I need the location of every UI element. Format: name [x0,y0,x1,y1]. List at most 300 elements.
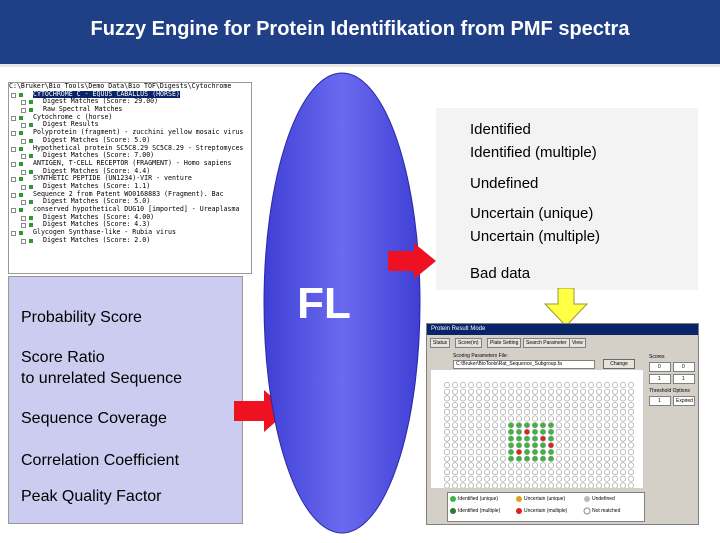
plate-well [596,423,601,428]
plate-well [508,449,513,454]
criterion-score-ratio-line1: Score Ratio [21,349,105,366]
plate-well [508,443,513,448]
plate-well [604,416,609,421]
plate-well [548,469,553,474]
plate-well [620,389,625,394]
plate-well [540,423,545,428]
plate-well [468,456,473,461]
plate-well [492,436,497,441]
plate-well [532,389,537,394]
tree-row-label: Digest Matches (Score: 29.00) [43,97,159,106]
check-icon [29,216,33,220]
plate-well [460,423,465,428]
expand-icon[interactable] [11,93,16,98]
plate-well [588,469,593,474]
plate-well [508,409,513,414]
expand-icon[interactable] [21,139,26,144]
plate-well [524,436,529,441]
plate-well [548,416,553,421]
plate-well [524,443,529,448]
plate-well [604,449,609,454]
expand-icon[interactable] [11,162,16,167]
plate-well [500,423,505,428]
plate-well [524,389,529,394]
tree-row-label: Sequence 2 from Patent WO0168883 (Fragment). Bac [33,189,224,198]
plate-well [620,443,625,448]
plate-well [628,463,633,468]
plate-well [540,436,545,441]
title-bar [0,0,720,64]
check-icon [19,147,23,151]
plate-well [612,476,617,481]
criterion-correlation-coefficient: Correlation Coefficient [21,452,180,469]
plate-well [572,469,577,474]
plate-well [460,469,465,474]
tab-score[interactable]: Score(m) [455,338,482,348]
plate-well [484,416,489,421]
plate-well [516,429,521,434]
plate-well [564,382,569,387]
plate-well [540,443,545,448]
expand-icon[interactable] [21,154,26,159]
plate-well [588,402,593,407]
file-path-field[interactable] [453,360,595,369]
plate-well [572,382,577,387]
plate-well [572,416,577,421]
plate-well [444,429,449,434]
plate-well [604,396,609,401]
check-icon [29,200,33,204]
check-icon [19,131,23,135]
plate-well [604,463,609,468]
plate-well [596,436,601,441]
plate-well [452,416,457,421]
plate-well [556,463,561,468]
plate-well [500,476,505,481]
expand-icon[interactable] [21,216,26,221]
expand-icon[interactable] [11,177,16,182]
plate-well [492,389,497,394]
plate-well [444,476,449,481]
expand-icon[interactable] [21,108,26,113]
plate-well [556,443,561,448]
plate-well [548,389,553,394]
plate-well [468,443,473,448]
plate-well [604,429,609,434]
tree-row-label: C:\Bruker\Bio Tools\Demo Data\Bio TOF\Digests\Cytochrome [9,82,232,90]
tree-row-label: Digest Matches (Score: 7.00) [43,151,155,160]
plate-well [628,402,633,407]
plate-well [452,396,457,401]
plate-well [628,423,633,428]
plate-well [564,456,569,461]
plate-well [476,443,481,448]
plate-well [524,483,529,488]
plate-well [588,463,593,468]
score-value-2: 0 [682,364,685,370]
plate-well [548,409,553,414]
output-arrow [388,242,438,280]
plate-well [476,449,481,454]
plate-well [468,469,473,474]
plate-result-window [426,323,699,525]
plate-well [612,483,617,488]
threshold-state[interactable] [673,396,695,406]
plate-well [460,382,465,387]
plate-well [588,436,593,441]
plate-well [612,396,617,401]
check-icon [29,123,33,127]
plate-well [588,389,593,394]
plate-well [596,449,601,454]
plate-well [572,396,577,401]
plate-well [492,409,497,414]
plate-well [492,463,497,468]
plate-well [452,409,457,414]
plate-well [532,463,537,468]
legend-identified-multiple: Identified (multiple) [458,508,501,514]
plate-well [524,429,529,434]
expand-icon[interactable] [11,193,16,198]
check-icon [19,193,23,197]
expand-icon[interactable] [21,123,26,128]
plate-well [628,436,633,441]
plate-well [564,423,569,428]
plate-well [492,476,497,481]
plate-well [500,402,505,407]
plate-well [612,409,617,414]
plate-well [604,402,609,407]
tree-row-label: Polyprotein (fragment) - zucchini yellow mosaic virus [33,128,244,137]
result-categories [436,108,698,290]
change-button[interactable]: Change [603,359,635,369]
plate-well [588,449,593,454]
plate-well [476,456,481,461]
plate-well [588,443,593,448]
plate-well [492,416,497,421]
plate-well [620,476,625,481]
plate-well [548,443,553,448]
down-arrow [543,288,589,328]
check-icon [29,223,33,227]
plate-well [564,469,569,474]
plate-grid[interactable] [431,370,643,488]
plate-well [460,483,465,488]
plate-well [516,409,521,414]
legend-box [447,492,645,522]
plate-well [460,463,465,468]
plate-well [500,389,505,394]
plate-well [540,463,545,468]
protein-results-tree[interactable] [8,82,252,274]
plate-well [468,449,473,454]
criterion-score-ratio-line2: to unrelated Sequence [21,370,183,387]
plate-well [556,423,561,428]
threshold-field[interactable] [649,396,671,406]
plate-well [524,463,529,468]
plate-well [588,382,593,387]
plate-well [444,449,449,454]
plate-well [596,382,601,387]
criterion-sequence-coverage: Sequence Coverage [21,410,167,427]
plate-well [524,476,529,481]
plate-well [548,423,553,428]
plate-well [548,456,553,461]
tree-row-label: Digest Results [43,120,99,129]
tab-plate-setting[interactable]: Plate Setting [487,338,521,348]
check-icon [29,170,33,174]
plate-well [516,389,521,394]
plate-well [532,402,537,407]
plate-well [508,456,513,461]
plate-well [508,483,513,488]
plate-well [476,423,481,428]
tab-search-parameter[interactable]: Search Parameter [523,338,570,348]
plate-well [500,409,505,414]
plate-well [508,416,513,421]
threshold-state-value: Expired [676,398,693,404]
tree-row-label: SYNTHETIC PEPTIDE (UN1234)-VIR - venture [33,174,192,183]
plate-well [484,463,489,468]
plate-well [452,449,457,454]
expand-icon[interactable] [21,200,26,205]
result-undefined: Undefined [470,175,539,192]
plate-well [596,416,601,421]
plate-well [460,389,465,394]
expand-icon[interactable] [11,116,16,121]
plate-well [588,476,593,481]
plate-well [532,449,537,454]
plate-well [604,436,609,441]
plate-well [620,402,625,407]
plate-well [588,429,593,434]
plate-well [492,443,497,448]
plate-well [484,469,489,474]
plate-well [468,389,473,394]
plate-well [572,423,577,428]
plate-well [508,436,513,441]
plate-well [484,429,489,434]
plate-well [516,476,521,481]
score-value-4: 1 [682,376,685,382]
plate-well [540,416,545,421]
plate-well [596,483,601,488]
check-icon [19,93,23,97]
expand-icon[interactable] [11,147,16,152]
plate-well [500,463,505,468]
plate-well [532,396,537,401]
plate-well [564,483,569,488]
slide-title: Fuzzy Engine for Protein Identifikation from PMF spectra [90,18,630,40]
plate-well [540,382,545,387]
plate-well [444,402,449,407]
plate-well [628,443,633,448]
plate-well [444,436,449,441]
score-field-4[interactable] [673,374,695,384]
check-icon [29,185,33,189]
plate-well [556,389,561,394]
plate-well [476,469,481,474]
expand-icon[interactable] [11,231,16,236]
expand-icon[interactable] [21,223,26,228]
plate-well [516,416,521,421]
plate-well [540,476,545,481]
plate-well [564,396,569,401]
plate-well [516,402,521,407]
plate-well [620,449,625,454]
engine-label: FL [297,279,351,328]
tree-row[interactable] [9,237,251,245]
tab-view[interactable]: View [569,338,586,348]
plate-well [540,402,545,407]
threshold-label: Threshold Options [649,388,690,394]
plate-well [532,409,537,414]
plate-well [452,389,457,394]
check-icon [19,162,23,166]
plate-well [484,436,489,441]
plate-well [508,423,513,428]
plate-well [452,469,457,474]
plate-well [516,456,521,461]
plate-well [484,449,489,454]
plate-well [548,476,553,481]
window-title: Protein Result Mode [427,324,698,335]
tree-row-label: Hypothetical protein SC5C8.29 SC5C8.29 - Streptomyces [33,143,244,152]
plate-well [532,483,537,488]
tree-row-label: Digest Matches (Score: 4.4) [43,166,151,175]
criterion-peak-quality-factor: Peak Quality Factor [21,488,162,505]
plate-well [476,436,481,441]
plate-well [588,423,593,428]
plate-well [580,456,585,461]
plate-well [524,456,529,461]
expand-icon[interactable] [21,100,26,105]
plate-well [628,483,633,488]
result-uncertain-unique: Uncertain (unique) [470,205,594,222]
score-field-2[interactable] [673,362,695,372]
scores-label: Scores [649,354,665,360]
plate-well [468,423,473,428]
plate-well [612,429,617,434]
plate-well [564,463,569,468]
plate-well [564,429,569,434]
expand-icon[interactable] [11,208,16,213]
plate-well [460,476,465,481]
plate-well [524,382,529,387]
result-identified: Identified [470,121,531,138]
check-icon [29,239,33,243]
plate-well [500,436,505,441]
file-path-value: C:\Bruker\BioTools\Rat_Sequence_Subgroup.fa [456,361,562,367]
plate-well [556,483,561,488]
result-bad-data: Bad data [470,265,531,282]
plate-well [460,429,465,434]
plate-well [564,436,569,441]
plate-well [548,402,553,407]
plate-well [620,469,625,474]
plate-well [492,483,497,488]
plate-well [508,389,513,394]
plate-well [580,463,585,468]
legend-swatches [448,493,644,521]
plate-well [548,463,553,468]
plate-well [564,476,569,481]
plate-well [508,463,513,468]
plate-well [500,483,505,488]
plate-well [604,456,609,461]
tree-row-label: ANTIGEN, T-CELL RECEPTOR (FRAGMENT) - Homo sapiens [33,158,232,167]
file-label: Scoring Parameters File: [453,353,509,359]
plate-well [500,456,505,461]
plate-well [628,449,633,454]
plate-well [476,483,481,488]
plate-well [604,483,609,488]
plate-well [524,416,529,421]
threshold-value: 1 [658,398,661,404]
expand-icon[interactable] [21,170,26,175]
plate-well [548,429,553,434]
plate-well [580,396,585,401]
plate-well [580,476,585,481]
plate-well [508,476,513,481]
plate-well [444,396,449,401]
plate-well [604,382,609,387]
expand-icon[interactable] [21,239,26,244]
plate-well [484,382,489,387]
plate-well [516,443,521,448]
plate-well [492,402,497,407]
check-icon [29,108,33,112]
plate-well [628,476,633,481]
plate-well [548,483,553,488]
plate-well [468,436,473,441]
check-icon [29,139,33,143]
tree-row-label: Raw Spectral Matches [43,105,123,114]
tab-status[interactable]: Status [430,338,450,348]
plate-well [452,476,457,481]
plate-well [452,436,457,441]
score-field-3[interactable] [649,374,671,384]
expand-icon[interactable] [11,131,16,136]
plate-well [540,483,545,488]
plate-well [516,423,521,428]
plate-well [628,396,633,401]
plate-well [572,443,577,448]
check-icon [19,208,23,212]
plate-well [524,396,529,401]
plate-well [460,396,465,401]
score-value-1: 0 [658,364,661,370]
plate-well [612,382,617,387]
plate-well [620,396,625,401]
plate-well [468,382,473,387]
plate-well [612,443,617,448]
plate-well [460,449,465,454]
plate-well [492,449,497,454]
plate-well [612,389,617,394]
plate-well [572,483,577,488]
expand-icon[interactable] [21,185,26,190]
tree-row-label: conserved hypothetical DUG10 [imported] - Ureaplasma [33,205,240,213]
plate-well [548,382,553,387]
plate-well [444,456,449,461]
plate-well [492,423,497,428]
score-field-1[interactable] [649,362,671,372]
check-icon [29,154,33,158]
plate-well [460,409,465,414]
plate-well [508,429,513,434]
plate-well [572,456,577,461]
